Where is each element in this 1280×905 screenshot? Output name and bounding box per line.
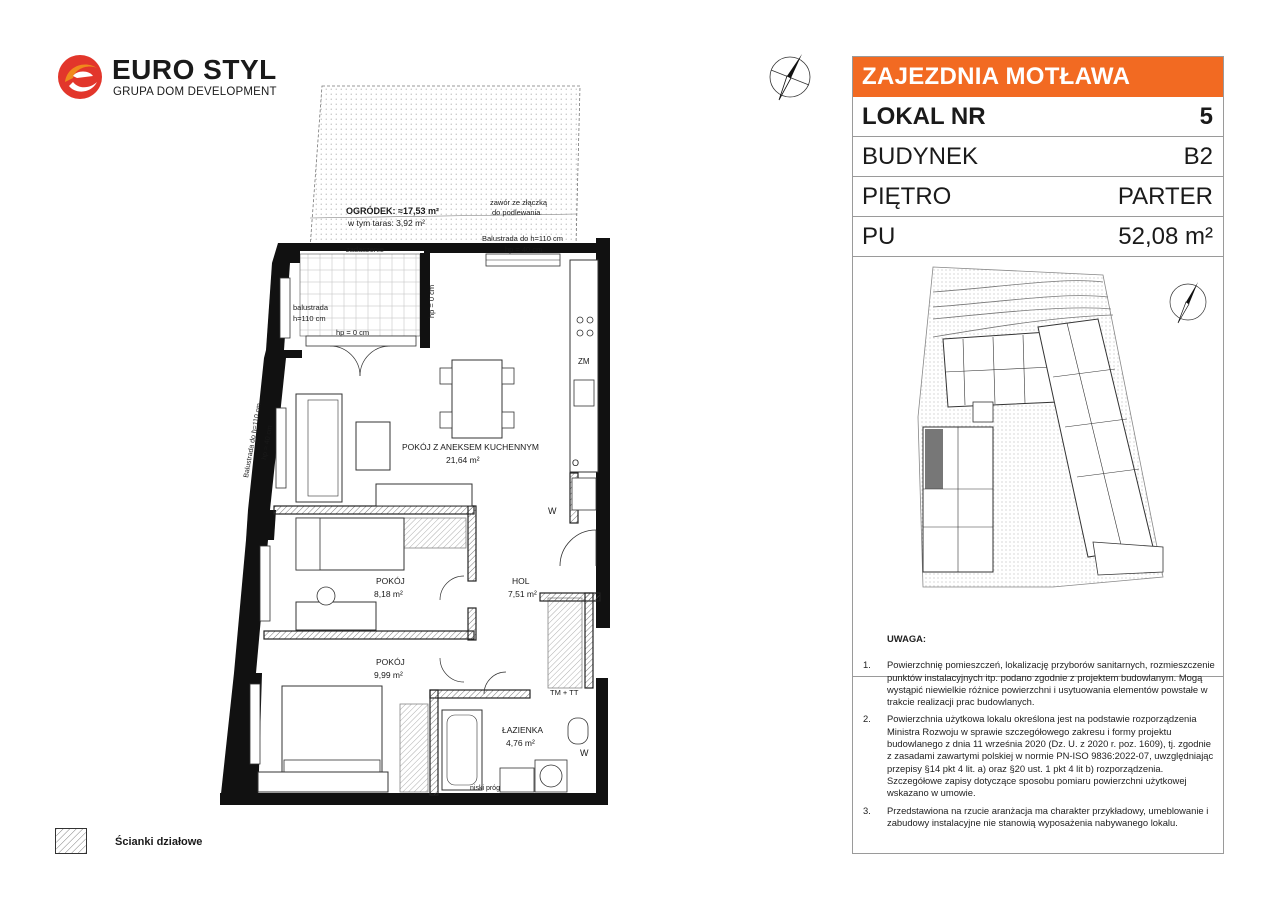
tv-unit xyxy=(376,484,472,506)
w-label-bath: W xyxy=(580,748,589,758)
room-hall-name: HOL xyxy=(512,576,530,586)
washbasin xyxy=(500,768,534,792)
room-bathroom-name: ŁAZIENKA xyxy=(502,725,544,735)
pu-label: PU xyxy=(862,222,896,250)
room-bedroom-1-area: 8,18 m² xyxy=(374,589,403,599)
pu-row xyxy=(853,217,1223,257)
wardrobe-bedroom xyxy=(400,704,428,792)
garden-door xyxy=(306,336,416,346)
coffee-table xyxy=(356,422,390,470)
garden-terrace-label: w tym taras: 3,92 m² xyxy=(348,218,425,228)
budynek-label: BUDYNEK xyxy=(862,142,979,170)
zm-label: ZM xyxy=(578,357,590,366)
roof-label: zadaszenie xyxy=(346,245,384,254)
balustrade-left-label: balustrada xyxy=(293,303,329,312)
balustrade-left-height: h=110 cm xyxy=(293,314,326,323)
toilet xyxy=(568,718,588,744)
room-bedroom-1-name: POKÓJ xyxy=(376,576,405,586)
partition-wall-legend-icon xyxy=(55,828,87,854)
dining-table xyxy=(452,360,502,438)
wardrobe xyxy=(404,518,466,548)
threshold-label: niski próg xyxy=(470,785,500,792)
eurostyl-logo-mark-icon xyxy=(55,52,105,102)
garden-label: OGRÓDEK: ≈17,53 m² xyxy=(346,206,439,216)
site-map xyxy=(853,257,1223,677)
tm-tt-label: TM + TT xyxy=(550,688,579,697)
room-living-area: 21,64 m² xyxy=(446,455,480,465)
lokal-row xyxy=(853,97,1223,137)
note-item: 1. Powierzchnię pomieszczeń, lokalizację przyborów sanitarnych, rozmieszczenie punktów instalacyjnych itp. podano zgodnie z projektem budowlanym. Mogą wystąpić niewielkie różnice powierzchni i usytuowania elementów powstałe w trakcie realizacji prac budowlanych. xyxy=(863,659,1215,708)
pietro-value: PARTER xyxy=(1117,182,1213,210)
budynek-row xyxy=(853,137,1223,177)
side-hp-label: hp = 40 cm xyxy=(261,424,275,461)
floor-plan xyxy=(200,78,620,813)
o-label: O xyxy=(572,458,580,468)
note-item: 3. Przedstawiona na rzucie aranżacja ma charakter przykładowy, umeblowanie i zabudowy instalacyjne nie stanowią wyposażenia nabywanego lokalu. xyxy=(863,804,1209,828)
notes-section xyxy=(863,633,1215,834)
room-bedroom-2-name: POKÓJ xyxy=(376,657,405,667)
unit-info-panel xyxy=(852,56,1224,854)
valve-label: zawór ze złączką xyxy=(490,198,548,207)
notes-heading: UWAGA: xyxy=(887,633,927,644)
side-balustrade-label: Balustrada do h=110 cm xyxy=(243,402,264,479)
valve-label-2: do podlewania xyxy=(492,208,541,217)
logo-brand-text: EURO STYL xyxy=(112,54,277,85)
room-bathroom-area: 4,76 m² xyxy=(506,738,535,748)
project-title: ZAJEZDNIA MOTŁAWA xyxy=(853,57,1223,97)
lokal-label: LOKAL NR xyxy=(862,102,986,130)
site-map-drawing xyxy=(853,257,1223,627)
note-item: 2. Powierzchnia użytkowa lokalu określona jest na podstawie rozporządzenia Ministra Rozwoju w sprawie szczegółowego zakresu i formy projektu budowlanego z dnia 11 września 2020 (Dz. U. z 2020 r. poz. 1609), tj. zgodnie z zasadami zawartymi polskiej w normie PN-ISO 9836:2022-07, uwzględniając przepisy §14 pkt 4 lit. a) oraz §20 ust. 1 pkt 4 lit b) rozporządzenia. Szczegółowe zapisy dotyczące sposobu pomiaru powierzchni użytkowej wskazano w umowie. xyxy=(863,713,1214,799)
terrace-area xyxy=(300,254,420,336)
pu-value: 52,08 m² xyxy=(1118,222,1213,250)
hp40-top-label: hp = 40 cm xyxy=(505,245,543,254)
desk xyxy=(296,602,376,630)
room-living-name: POKÓJ Z ANEKSEM KUCHENNYM xyxy=(402,442,539,452)
lokal-value: 5 xyxy=(1199,102,1213,130)
logo-subtitle: GRUPA DOM DEVELOPMENT xyxy=(113,86,277,98)
pietro-label: PIĘTRO xyxy=(862,182,952,210)
legend-label: Ścianki działowe xyxy=(115,836,203,848)
highlighted-building-b2 xyxy=(925,429,943,489)
w-label: W xyxy=(548,506,557,516)
hp0-bottom-label: hp = 0 cm xyxy=(336,328,370,337)
north-compass-icon xyxy=(765,50,815,105)
kitchen-counter xyxy=(570,260,598,472)
balustrade-top-label: Balustrada do h=110 cm xyxy=(482,234,563,243)
hall-wardrobe xyxy=(548,598,582,688)
room-bedroom-2-area: 9,99 m² xyxy=(374,670,403,680)
room-hall-area: 7,51 m² xyxy=(508,589,537,599)
pietro-row xyxy=(853,177,1223,217)
hp0-side-label: hp = 0 cm xyxy=(427,284,436,318)
budynek-value: B2 xyxy=(1183,142,1213,170)
